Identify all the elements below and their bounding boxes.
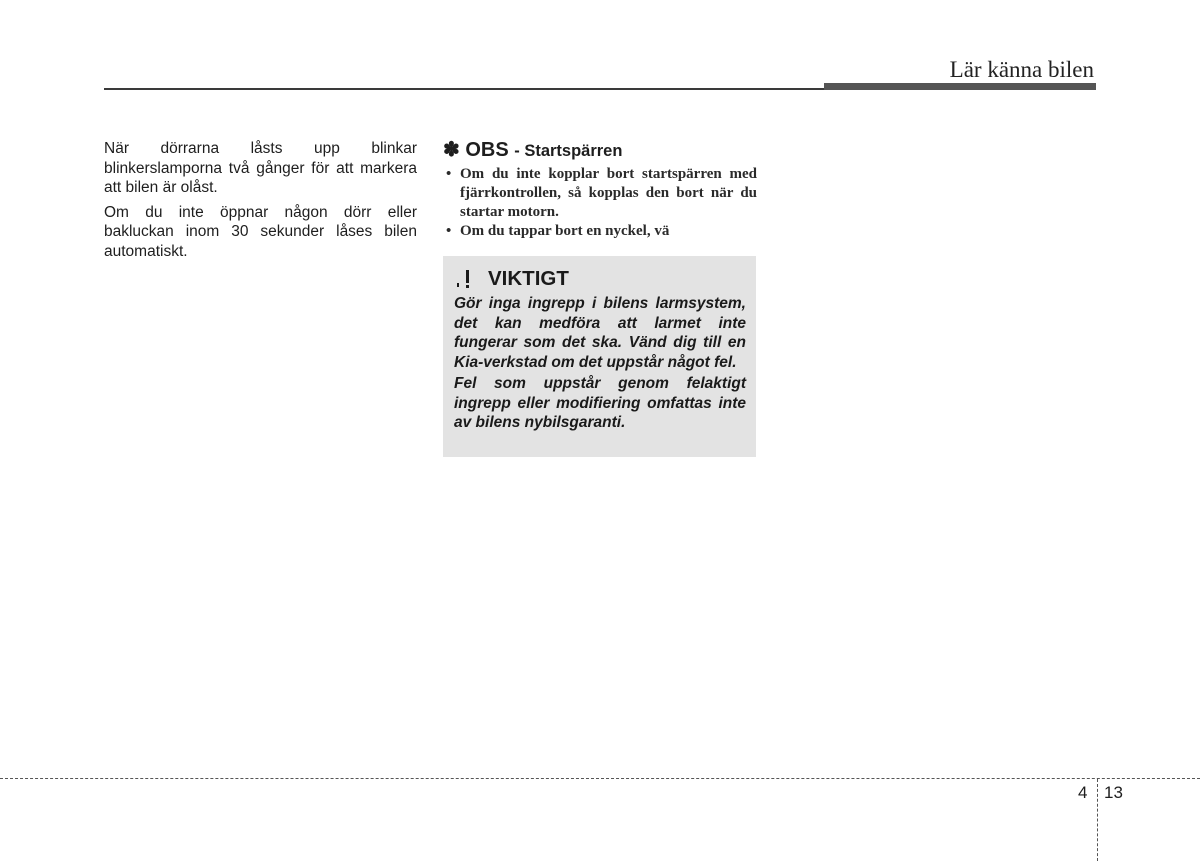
footer-dashed-divider <box>1097 779 1098 861</box>
asterisk-icon: ✽ <box>443 139 460 161</box>
warning-paragraph-warranty: Fel som uppstår genom felaktigt ingrepp eller modifiering omfattas inte av bilens nybilsgaranti. <box>454 375 746 431</box>
header-rule-thick <box>824 83 1096 90</box>
list-item <box>443 165 757 222</box>
header-rule-thin <box>104 88 824 90</box>
warning-heading <box>454 266 746 292</box>
page-number: 13 <box>1104 783 1123 802</box>
paragraph-unlock-blink: När dörrarna låsts upp blinkar blinkerslamporna två gånger för att markera att bilen är olåst. <box>104 140 417 196</box>
paragraph-auto-relock: Om du inte öppnar någon dörr eller bakluckan inom 30 sekunder låses bilen automatiskt. <box>104 203 417 260</box>
bullet-icon: • <box>446 166 452 182</box>
footer-dashed-rule <box>0 778 1200 779</box>
list-item <box>443 222 757 241</box>
warning-box <box>443 256 756 457</box>
obs-label: OBS <box>465 139 509 161</box>
chapter-number: 4 <box>1078 783 1088 802</box>
warning-paragraph-alarm: Gör inga ingrepp i bilens larmsystem, det kan medföra att larmet inte fungerar som det ska. Vänd dig till en Kia-verkstad om det uppstår något fel. <box>454 295 746 371</box>
obs-heading <box>443 137 757 164</box>
obs-section <box>443 137 757 241</box>
warning-title: VIKTIGT <box>488 267 569 290</box>
obs-subtitle: - Startspärren <box>514 142 623 160</box>
list-item-text: Om du inte kopplar bort startspärren med fjärrkontrollen, så kopplas den bort när du startar motorn. <box>460 166 757 220</box>
warning-exclamation-icon <box>454 268 480 290</box>
obs-list <box>443 165 757 241</box>
list-item-text: Om du tappar bort en nyckel, vä <box>460 223 670 239</box>
bullet-icon: • <box>446 223 452 239</box>
left-column <box>104 139 417 266</box>
header-title: Lär känna bilen <box>949 57 1094 82</box>
